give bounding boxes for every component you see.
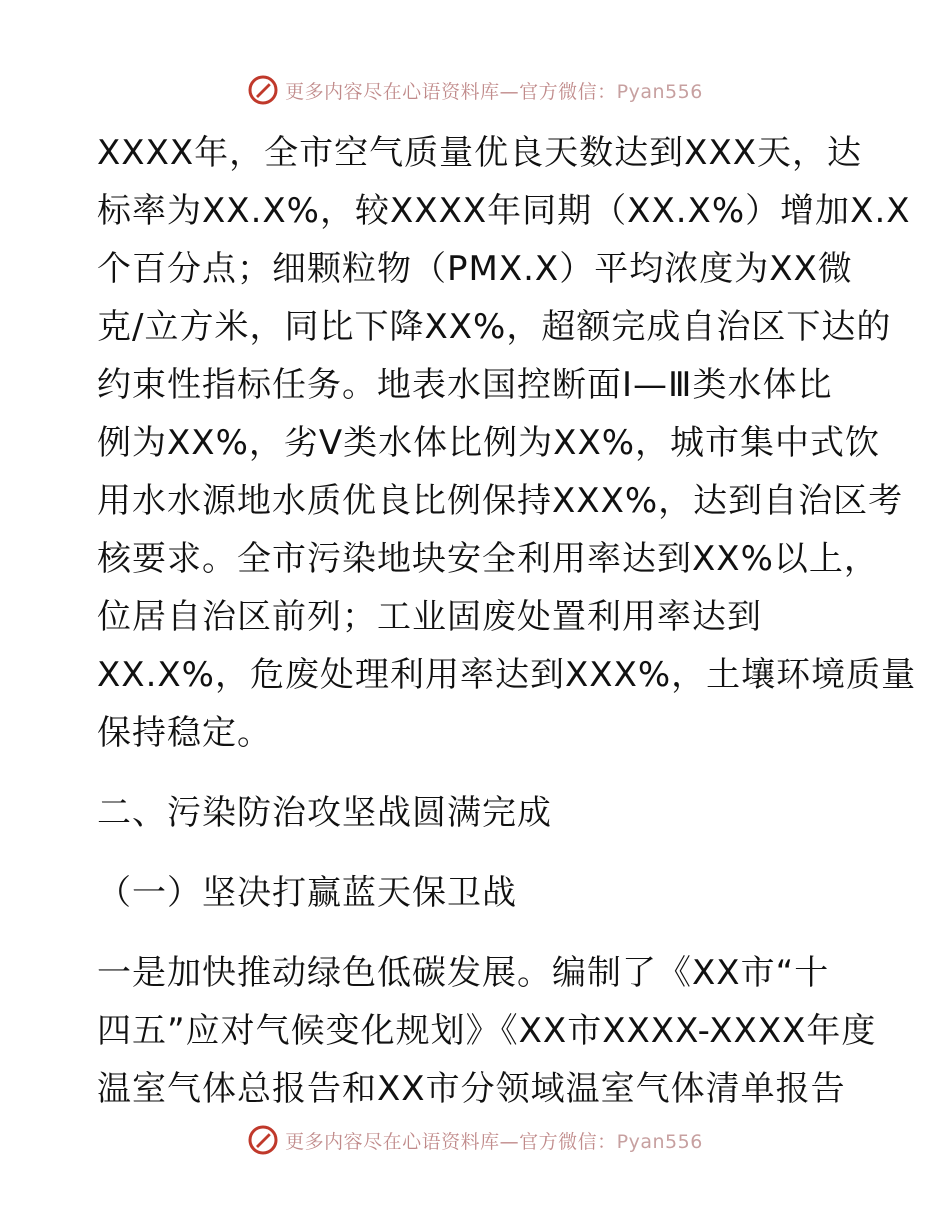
watermark-wechat-id: Pyan556 <box>616 80 703 103</box>
text-line: 约束性指标任务。地表水国控断面Ⅰ—Ⅲ类水体比 <box>97 365 833 405</box>
document-body <box>97 124 917 1118</box>
text-line: 核要求。全市污染地块安全利用率达到XX%以上， <box>97 539 879 579</box>
section-heading: 二、污染防治攻坚战圆满完成 <box>97 793 552 833</box>
watermark-text: 更多内容尽在心语资料库—官方微信：Pyan556 <box>285 1130 703 1153</box>
paragraph-green-development <box>97 944 877 1118</box>
text-line: 位居自治区前列；工业固废处置利用率达到 <box>97 597 762 637</box>
text-line: XX.X%，危废处理利用率达到XXX%，土壤环境质量 <box>97 655 917 695</box>
quill-logo-icon <box>247 74 279 106</box>
text-line: 标率为XX.X%，较XXXX年同期（XX.X%）增加X.X <box>97 191 911 231</box>
text-line: 保持稳定。 <box>97 713 272 753</box>
watermark-wechat-id: Pyan556 <box>616 1130 703 1153</box>
watermark-text: 更多内容尽在心语资料库—官方微信：Pyan556 <box>285 80 703 103</box>
text-line: XXXX年，全市空气质量优良天数达到XXX天，达 <box>97 133 863 173</box>
text-line: 个百分点；细颗粒物（PMX.X）平均浓度为XX微 <box>97 249 853 289</box>
text-line: 克/立方米，同比下降XX%，超额完成自治区下达的 <box>97 307 892 347</box>
text-line: 一是加快推动绿色低碳发展。编制了《XX市“十 <box>97 953 830 993</box>
quill-logo-icon <box>247 1124 279 1156</box>
text-line: 用水水源地水质优良比例保持XXX%，达到自治区考 <box>97 481 904 521</box>
text-line: 例为XX%，劣Ⅴ类水体比例为XX%，城市集中式饮 <box>97 423 881 463</box>
text-line: 四五”应对气候变化规划》《XX市XXXX-XXXX年度 <box>97 1011 877 1051</box>
text-line: 温室气体总报告和XX市分领域温室气体清单报告 <box>97 1069 846 1109</box>
watermark-header <box>0 70 950 110</box>
subsection-heading: （一）坚决打赢蓝天保卫战 <box>97 873 517 913</box>
watermark-footer <box>0 1120 950 1160</box>
paragraph-summary <box>97 124 917 762</box>
